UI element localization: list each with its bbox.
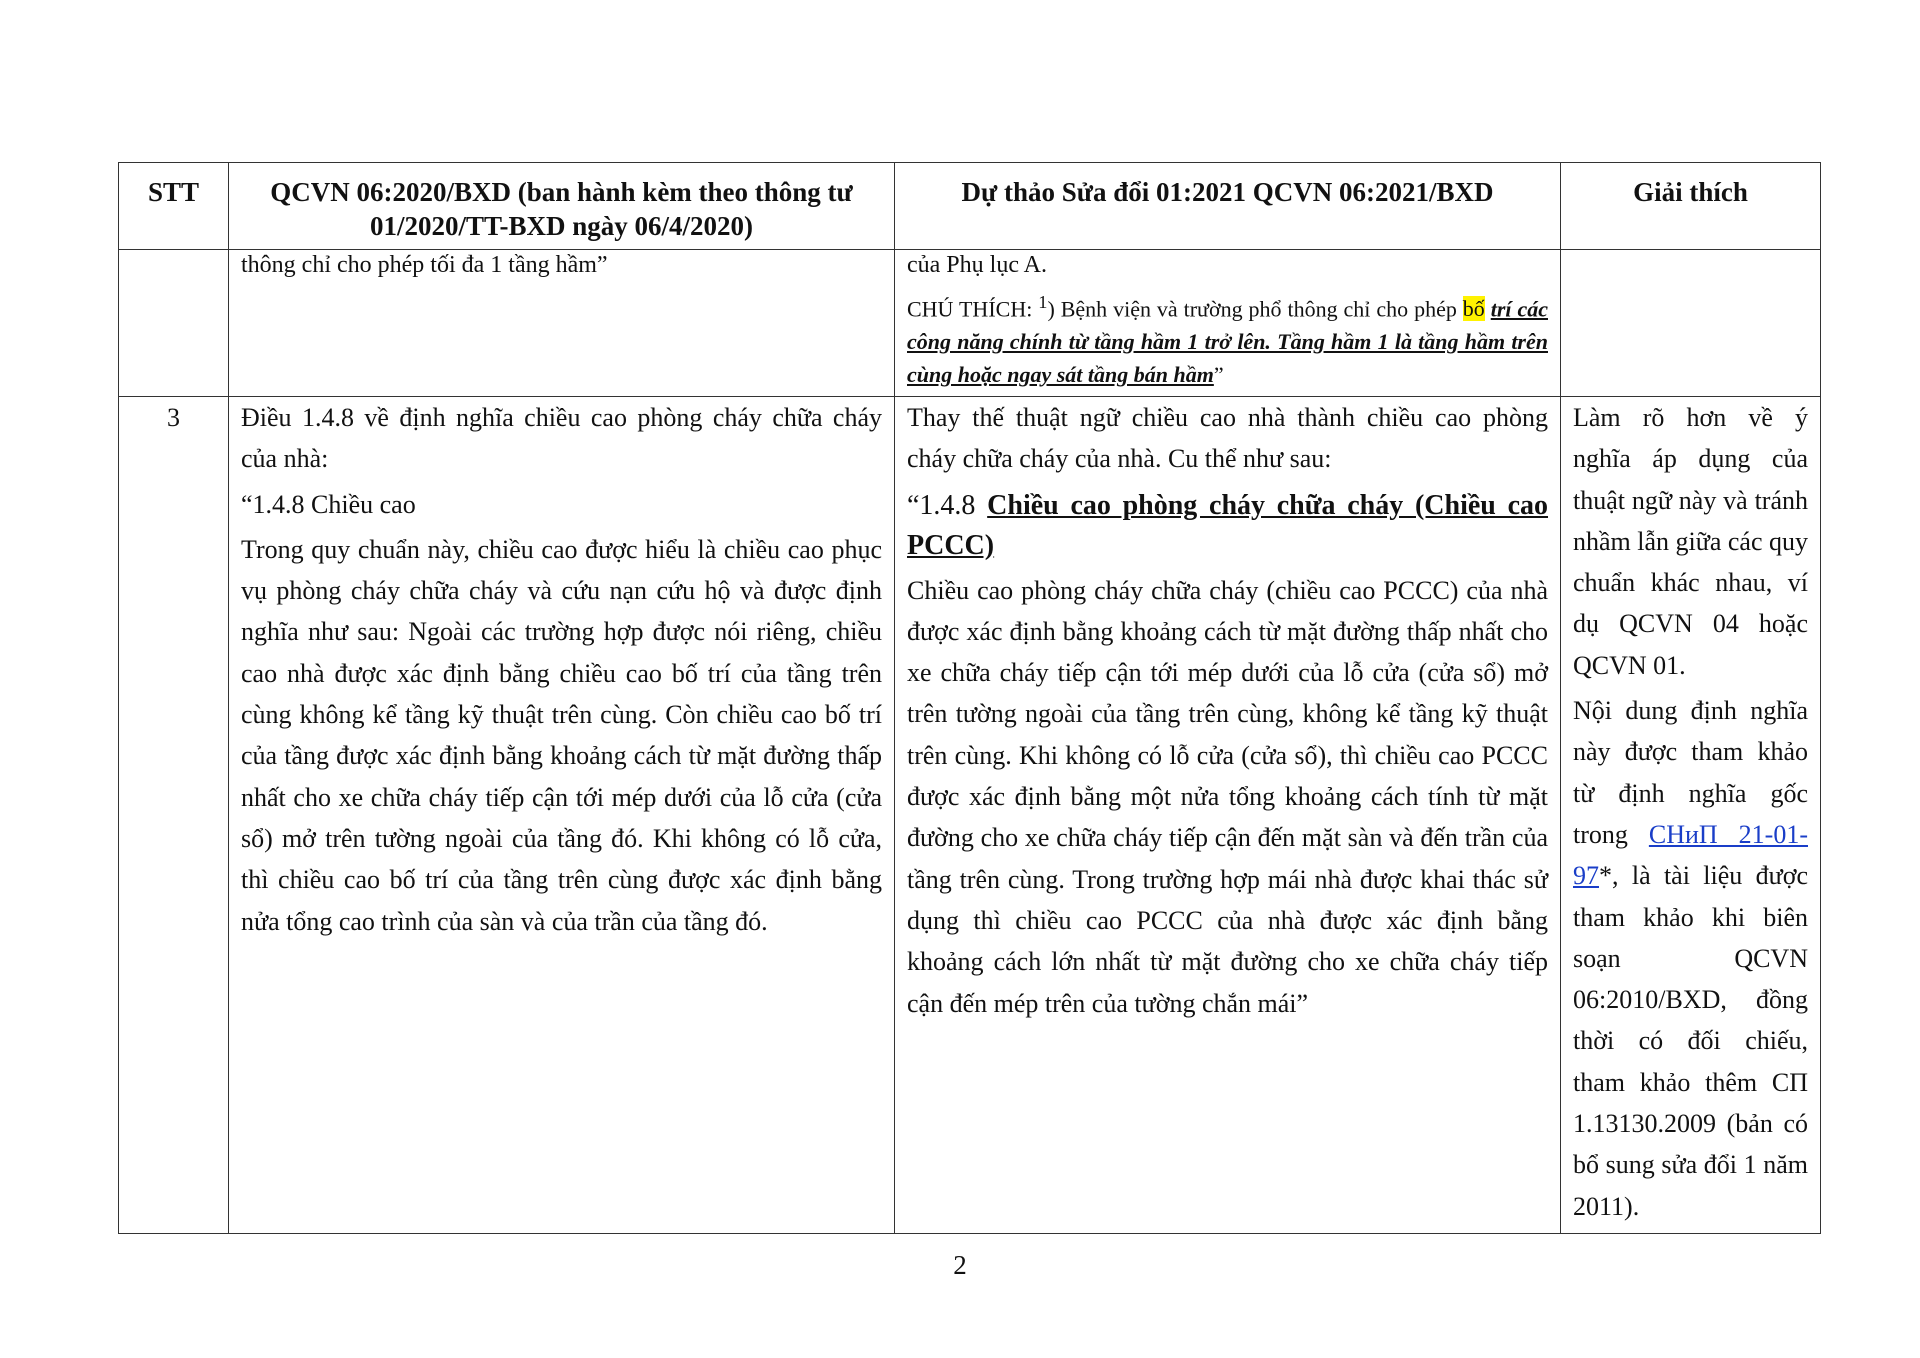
row2-old-paragraph-1: Điều 1.4.8 về định nghĩa chiều cao phòng cháy chữa cháy của nhà:: [241, 403, 882, 474]
comparison-table: [118, 162, 1821, 1234]
header-old-regulation: QCVN 06:2020/BXD (ban hành kèm theo thông tư 01/2020/TT-BXD ngày 06/4/2020): [229, 163, 895, 250]
row1-old-paragraph: thông chỉ cho phép tối đa 1 tầng hầm”: [241, 252, 608, 278]
row2-draft-paragraph-1: Thay thế thuật ngữ chiều cao nhà thành chiều cao phòng cháy chữa cháy của nhà. Cu thể như sau:: [907, 403, 1548, 474]
page-number: 2: [953, 1250, 967, 1280]
row2-explain-paragraph-2: [1573, 690, 1808, 1227]
draft-heading-bold: Chiều cao phòng cháy chữa cháy (Chiều cao PCCC): [907, 489, 1549, 561]
row1-stt: [119, 250, 229, 397]
snip-reference-link[interactable]: СНиП 21-01-97: [1573, 819, 1808, 891]
note-bold-underlined: trí các công năng chính từ tầng hầm 1 trở lên. Tầng hầm 1 là tầng hầm trên cùng hoặc ngay sát tầng bán hầm: [907, 296, 1548, 388]
note-prefix: CHÚ THÍCH:: [907, 296, 1039, 322]
header-explanation: Giải thích: [1561, 163, 1821, 250]
row2-draft-text: [895, 397, 1561, 1234]
row1-note: [907, 286, 1548, 391]
table-row: [119, 397, 1821, 1234]
row2-draft-heading: [907, 486, 1548, 566]
row1-draft-text: [895, 250, 1561, 397]
header-stt: STT: [119, 163, 229, 250]
row2-draft-paragraph-2: Chiều cao phòng cháy chữa cháy (chiều cao PCCC) của nhà được xác định bằng khoảng cách từ mặt đường thấp nhất cho xe chữa cháy tiếp cận tới mép dưới của lỗ cửa (cửa sổ) mở trên tường ngoài của tầng trên cùng, không kể tầng kỹ thuật trên cùng. Khi không có lỗ cửa (cửa sổ), thì chiều cao PCCC được xác định bằng một nửa tổng khoảng cách tính từ mặt đường cho xe chữa cháy tiếp cận đến mặt sàn và đến trần của tầng trên cùng. Trong trường hợp mái nhà được khai thác sử dụng thì chiều cao PCCC của nhà được xác định bằng khoảng cách lớn nhất từ mặt đường cho xe chữa cháy tiếp cận đến mép trên của tường chắn mái”: [907, 575, 1548, 1018]
row1-draft-line: của Phụ lục A.: [907, 252, 1047, 278]
note-end: ”: [1213, 362, 1224, 388]
row2-explain-paragraph-1: Làm rõ hơn về ý nghĩa áp dụng của thuật ngữ này và tránh nhầm lẫn giữa các quy chuẩn khác nhau, ví dụ QCVN 04 hoặc QCVN 01.: [1573, 403, 1809, 680]
row1-explain: [1561, 250, 1821, 397]
explain-text-a: Nội dung định nghĩa này được tham khảo từ định nghĩa gốc trong: [1573, 696, 1808, 849]
draft-heading-prefix: “1.4.8: [907, 489, 988, 521]
row2-explain: [1561, 397, 1821, 1234]
header-draft-amendment: Dự thảo Sửa đổi 01:2021 QCVN 06:2021/BXD: [895, 163, 1561, 250]
note-middle: ) Bệnh viện và trường phổ thông chỉ cho phép: [1047, 296, 1463, 322]
note-highlight: bố: [1462, 296, 1485, 322]
table-row: [119, 250, 1821, 397]
note-superscript: 1: [1038, 292, 1048, 312]
document-table-container: [118, 162, 1820, 1234]
row1-old-text: [229, 250, 895, 397]
explain-text-b: *, là tài liệu được tham khảo khi biên soạn QCVN 06:2010/BXD, đồng thời có đối chiếu, tham khảo thêm СП 1.13130.2009 (bản có bổ sung sửa đổi 1 năm 2011).: [1573, 861, 1808, 1221]
row2-old-text: [229, 397, 895, 1234]
row2-stt: 3: [119, 397, 229, 1234]
table-header-row: [119, 163, 1821, 250]
row2-old-paragraph-3: Trong quy chuẩn này, chiều cao được hiểu là chiều cao phục vụ phòng cháy chữa cháy và cứu nạn cứu hộ và được định nghĩa như sau: Ngoài các trường hợp được nói riêng, chiều cao nhà được xác định bằng chiều cao bố trí của tầng trên cùng không kể tầng kỹ thuật trên cùng. Còn chiều cao bố trí của tầng được xác định bằng khoảng cách từ mặt đường thấp nhất cho xe chữa cháy tiếp cận tới mép dưới của lỗ cửa (cửa sổ) mở trên tường ngoài của tầng đó. Khi không có lỗ cửa, thì chiều cao bố trí của tầng trên cùng được xác định bằng nửa tổng cao trình của sàn và của trần của tầng đó.: [241, 534, 882, 936]
row2-old-paragraph-2: “1.4.8 Chiều cao: [241, 489, 416, 519]
